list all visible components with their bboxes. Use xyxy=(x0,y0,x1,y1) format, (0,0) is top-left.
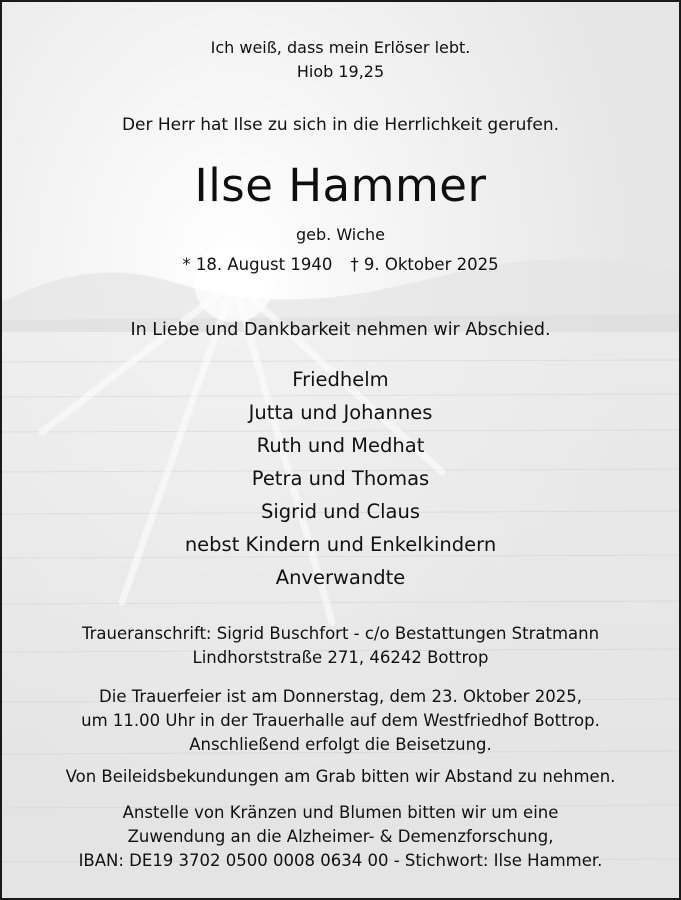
mourner-item: Anverwandte xyxy=(275,566,406,589)
deceased-name: Ilse Hammer xyxy=(194,159,487,212)
mourning-address-street: Lindhorststraße 271, 46242 Bottrop xyxy=(192,648,489,667)
bible-verse: Ich weiß, dass mein Erlöser lebt. xyxy=(210,38,471,57)
intro-sentence: Der Herr hat Ilse zu sich in die Herrlichkeit gerufen. xyxy=(121,115,560,135)
donation-iban: IBAN: DE19 3702 0500 0008 0634 00 - Stichwort: Ilse Hammer. xyxy=(78,851,603,870)
maiden-name: geb. Wiche xyxy=(295,225,386,244)
mourner-item: Sigrid und Claus xyxy=(261,500,420,523)
mourning-address: Traueranschrift: Sigrid Buschfort - c/o Bestattungen Stratmann xyxy=(81,624,600,643)
birth-date: * 18. August 1940 xyxy=(182,255,333,274)
death-date: † 9. Oktober 2025 xyxy=(350,255,499,274)
donation-request: Anstelle von Kränzen und Blumen bitten wir um eine xyxy=(122,803,559,822)
service-info: Anschließend erfolgt die Beisetzung. xyxy=(189,735,492,754)
mourner-item: Jutta und Johannes xyxy=(248,401,433,424)
condolence-note: Von Beileidsbekundungen am Grab bitten wir Abstand zu nehmen. xyxy=(65,767,616,786)
donation-request: Zuwendung an die Alzheimer- & Demenzforschung, xyxy=(127,827,554,846)
mourner-item: Petra und Thomas xyxy=(251,467,430,490)
bible-reference: Hiob 19,25 xyxy=(296,62,385,81)
mourner-item: nebst Kindern und Enkelkindern xyxy=(184,533,497,556)
service-info: Die Trauerfeier ist am Donnerstag, dem 23. Oktober 2025, xyxy=(99,687,582,706)
mourner-item: Ruth und Medhat xyxy=(256,434,425,457)
mourner-item: Friedhelm xyxy=(292,368,389,391)
farewell-text: In Liebe und Dankbarkeit nehmen wir Abschied. xyxy=(130,320,551,340)
life-dates xyxy=(2,255,679,274)
service-info: um 11.00 Uhr in der Trauerhalle auf dem Westfriedhof Bottrop. xyxy=(81,711,600,730)
